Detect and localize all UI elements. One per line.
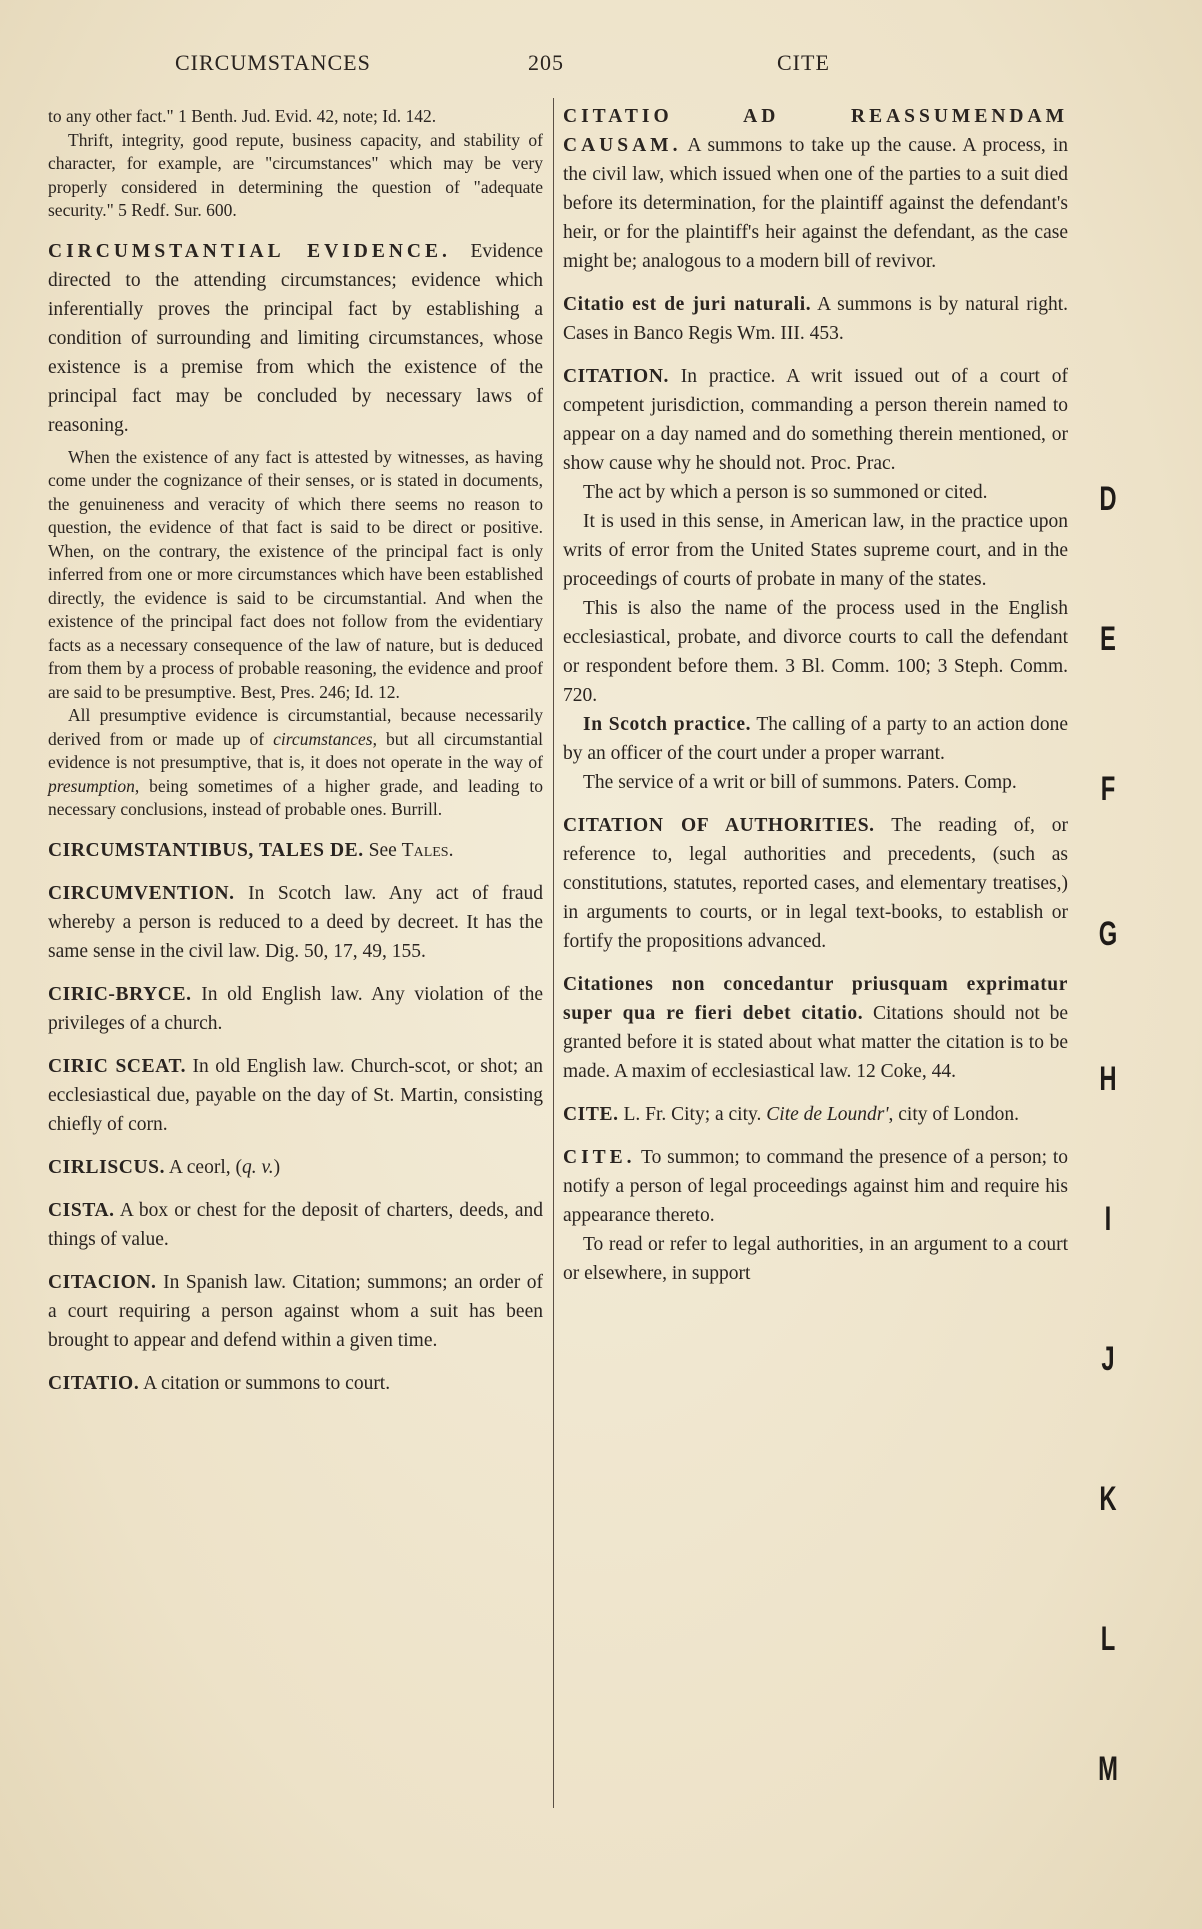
definition-italic: Cite de Loundr' [766, 1104, 889, 1125]
right-column [563, 102, 1068, 1298]
definition: A box or chest for the deposit of charters, deeds, and things of value. [48, 1199, 543, 1250]
entry-citatio [48, 1369, 543, 1398]
entry-citationes [563, 970, 1068, 1086]
headword: CIRLISCUS. [48, 1156, 166, 1178]
entry-cite [563, 1143, 1068, 1288]
thumb-tab-j[interactable]: J [1101, 1340, 1115, 1378]
definition: ) [273, 1156, 281, 1178]
thumb-tab-m[interactable]: M [1098, 1750, 1118, 1788]
entry-cista [48, 1196, 543, 1254]
headword: CIRCUMSTANTIAL EVIDENCE. [48, 240, 451, 262]
definition: In old English law. Church-scot, or shot; an ecclesiastical due, payable on the day of St. Martin, consisting chiefly of corn. [48, 1055, 543, 1135]
note-text: , being sometimes of a higher grade, and leading to necessary conclusions, instead of probable ones. Burrill. [48, 775, 543, 819]
headword: Citationes non concedantur priusquam exprimatur super qua re fieri debet citatio. [563, 974, 1068, 1024]
definition: , city of London. [888, 1104, 1020, 1125]
definition: . [448, 839, 454, 861]
headword: Citatio est de juri naturali. [563, 294, 812, 315]
definition: See [368, 839, 402, 861]
note-paragraph [48, 704, 543, 822]
entry-ciric-bryce [48, 980, 543, 1038]
headword: CIRCUMSTANTIBUS, TALES DE. [48, 839, 364, 861]
note-text: All presumptive evidence is circumstantial, because necessarily derived from or made up of [48, 705, 543, 749]
headword: CIRIC-BRYCE. [48, 983, 192, 1005]
entry-citation [563, 362, 1068, 797]
left-column [48, 105, 543, 1408]
thumb-tab-h[interactable]: H [1099, 1060, 1117, 1098]
entry-ciric-sceat [48, 1052, 543, 1139]
entry-circumstantial-evidence [48, 237, 543, 822]
note-text: , but all circumstantial evidence is not presumptive, that is, it does not operate in the way of [48, 728, 544, 772]
thumb-tab-e[interactable]: E [1100, 620, 1116, 658]
definition: In Scotch law. Any act of fraud whereby a person is reduced to a deed by decreet. It has the same sense in the civil law. Dig. 50, 17, 49, 155. [48, 882, 544, 962]
running-head-left: CIRCUMSTANCES [175, 50, 371, 75]
definition: Citations should not be granted before it is stated about what matter the citation is to be made. A maxim of ecclesiastical law. 12 Coke, 44. [563, 1003, 1069, 1082]
entry-cite-french [563, 1100, 1068, 1129]
thumb-index [1088, 480, 1128, 1800]
running-head [0, 50, 1202, 84]
definition-paragraph: The act by which a person is so summoned or cited. [583, 482, 988, 503]
note-italic: circumstances [273, 728, 373, 749]
column-divider [553, 98, 554, 1808]
cross-reference: Tales [401, 839, 449, 861]
definition: A ceorl, ( [168, 1156, 242, 1178]
headword: CITE. [563, 1104, 619, 1125]
definition: The reading of, or reference to, legal authorities and precedents, (such as constitutions, statutes, reported cases, and elementary treatises,) in arguments to courts, or in legal text-books, to establish or fortify the propositions advanced. [563, 815, 1068, 952]
entry-citacion [48, 1268, 543, 1355]
entry-citatio-ad-reassumendam [563, 102, 1068, 276]
running-head-right: CITE [777, 50, 830, 75]
thumb-tab-i[interactable]: I [1104, 1200, 1112, 1238]
thumb-tab-d[interactable]: D [1099, 480, 1117, 518]
headword: CISTA. [48, 1199, 115, 1221]
thumb-tab-l[interactable]: L [1100, 1620, 1116, 1658]
definition-paragraph: To read or refer to legal authorities, in an argument to a court or elsewhere, in support [563, 1234, 1068, 1284]
definition: The calling of a party to an action done by an officer of the court under a proper warrant. [563, 714, 1069, 764]
entry-cirliscus [48, 1153, 543, 1182]
definition: A citation or summons to court. [143, 1372, 391, 1394]
thumb-tab-g[interactable]: G [1098, 915, 1118, 953]
headword: CITATIO AD REASSUMENDAM CAUSAM. [563, 106, 1068, 156]
entry-citation-of-authorities [563, 811, 1068, 956]
note-paragraph: When the existence of any fact is attested by witnesses, as having come under the cognizance of their senses, or is stated in documents, the genuineness and veracity of which there seems no reason to question, the evidence of that fact is said to be direct or positive. When, on the contrary, the existence of the principal fact is only inferred from one or more circumstances which have been established directly, the evidence is said to be circumstantial. And when the existence of the principal fact does not follow from the evidentiary facts as a necessary consequence of the law of nature, but is deduced from them by a process of probable reasoning, the evidence and proof are said to be presumptive. Best, Pres. 246; Id. 12. [48, 446, 543, 702]
definition: To summon; to command the presence of a person; to notify a person of legal proceedings against him and require his appearance thereto. [563, 1147, 1068, 1226]
definition-paragraph: The service of a writ or bill of summons. Paters. Comp. [583, 772, 1017, 793]
thumb-tab-f[interactable]: F [1100, 770, 1116, 808]
entry-citatio-est [563, 290, 1068, 348]
definition-paragraph: It is used in this sense, in American law, in the practice upon writs of error from the United States supreme court, and in the proceedings of courts of probate in many of the states. [563, 511, 1068, 590]
headword: CITATION OF AUTHORITIES. [563, 815, 875, 836]
definition: A summons is by natural right. Cases in Banco Regis Wm. III. 453. [563, 294, 1068, 344]
definition: In old English law. Any violation of the privileges of a church. [48, 983, 543, 1034]
continuation-text [48, 105, 543, 223]
continuation-line: to any other fact." 1 Benth. Jud. Evid. 42, note; Id. 142. [48, 106, 437, 126]
note-italic: presumption [48, 775, 135, 796]
headword: CIRIC SCEAT. [48, 1055, 187, 1077]
definition: In Spanish law. Citation; summons; an order of a court requiring a person against whom a suit has been brought to appear and defend within a given time. [48, 1271, 543, 1351]
headword: CITE. [563, 1147, 636, 1168]
continuation-paragraph: Thrift, integrity, good repute, business capacity, and stability of character, for example, are "circumstances" which may be very properly considered in determining the question of "adequate security." 5 Redf. Sur. 600. [48, 129, 543, 220]
definition: L. Fr. City; a city. [623, 1104, 767, 1125]
headword: CITATION. [563, 366, 669, 387]
headword: CITACION. [48, 1271, 157, 1293]
entry-tales-de [48, 836, 543, 865]
definition: Evidence directed to the attending circumstances; evidence which inferentially proves the principal fact by establishing a condition of surrounding and limiting circumstances, whose existence is a premise from which the existence of the principal fact may be concluded by necessary laws of reasoning. [48, 240, 544, 436]
entry-circumvention [48, 879, 543, 966]
subheading: In Scotch practice. [583, 714, 752, 735]
definition-paragraph: This is also the name of the process used in the English ecclesiastical, probate, and divorce courts to call the defendant or respondent before them. 3 Bl. Comm. 100; 3 Steph. Comm. 720. [563, 598, 1068, 706]
definition: In practice. A writ issued out of a court of competent jurisdiction, commanding a person therein named to appear on a day named and do something therein mentioned, or show cause why he should not. Proc. Prac. [563, 366, 1068, 474]
headword: CIRCUMVENTION. [48, 882, 235, 904]
page-number: 205 [528, 50, 564, 75]
headword: CITATIO. [48, 1372, 140, 1394]
definition-paragraph [563, 710, 1068, 768]
thumb-tab-k[interactable]: K [1099, 1480, 1117, 1518]
definition: A summons to take up the cause. A process, in the civil law, which issued when one of the parties to a suit died before its determination, for the plaintiff against the defendant's heir, or for the plaintiff's heir against the defendant, as the case might be; analogous to a modern bill of revivor. [563, 135, 1068, 272]
cross-reference: q. v. [242, 1156, 274, 1178]
